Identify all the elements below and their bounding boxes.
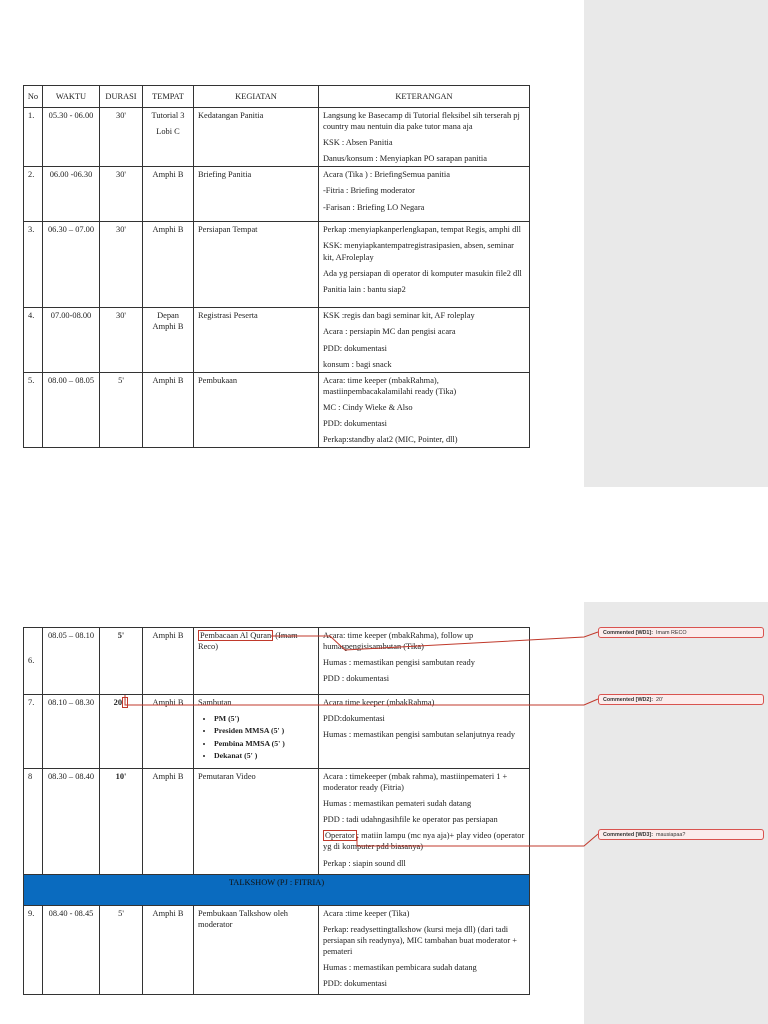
row-durasi: 5' bbox=[100, 906, 143, 995]
row-waktu: 06.30 – 07.00 bbox=[43, 222, 100, 308]
keterangan-line: Acara : timekeeper (mbak rahma), mastiinpemateri 1 + moderator ready (Fitria) bbox=[323, 772, 508, 793]
row-no: 3. bbox=[24, 222, 43, 308]
keterangan-line bbox=[323, 830, 525, 852]
comment-margin-panel-1 bbox=[584, 0, 768, 487]
row-waktu: 08.40 - 08.45 bbox=[43, 906, 100, 995]
keterangan-line: Perkap : siapin sound dll bbox=[323, 858, 406, 868]
row-tempat bbox=[143, 308, 194, 372]
sambutan-list bbox=[198, 714, 314, 761]
table-row bbox=[24, 308, 530, 372]
row-durasi: 30' bbox=[100, 308, 143, 372]
keterangan-line: Perkap :menyiapkanperlengkapan, tempat Regis, amphi dll bbox=[323, 225, 521, 235]
keterangan-line: Humas : memastikan pengisi sambutan ready bbox=[323, 658, 475, 668]
row-kegiatan: Registrasi Peserta bbox=[194, 308, 319, 372]
row-tempat: Amphi B bbox=[143, 167, 194, 222]
commented-text-wd2[interactable]: ' bbox=[124, 698, 127, 707]
keterangan-line: KSK: menyiapkantempatregistrasipasien, absen, seminar kit, AFroleplay bbox=[323, 241, 514, 262]
header-no: No bbox=[24, 86, 43, 108]
tempat-line: Tutorial 3 bbox=[151, 111, 185, 120]
row-tempat: Amphi B bbox=[143, 906, 194, 995]
comment-text: Imam RECO bbox=[656, 630, 687, 636]
keterangan-line: Acara: time keeper (mbakRahma), mastiinpembacakalamilahi ready (Tika) bbox=[323, 375, 457, 396]
header-waktu: WAKTU bbox=[43, 86, 100, 108]
row-kegiatan: Pemutaran Video bbox=[194, 769, 319, 875]
keterangan-line: KSK :regis dan bagi seminar kit, AF roleplay bbox=[323, 311, 475, 321]
row-waktu: 08.05 – 08.10 bbox=[43, 628, 100, 695]
row-durasi: 5' bbox=[100, 628, 143, 695]
comment-text: 20' bbox=[656, 697, 664, 703]
header-durasi: DURASI bbox=[100, 86, 143, 108]
row-waktu: 06.00 -06.30 bbox=[43, 167, 100, 222]
row-keterangan bbox=[319, 906, 530, 995]
keterangan-line: PDD: dokumentasi bbox=[323, 979, 387, 989]
row-tempat: Amphi B bbox=[143, 628, 194, 695]
page-gap bbox=[0, 500, 768, 600]
comment-label: Commented [WD1]: bbox=[603, 630, 654, 636]
keterangan-line: -Farisan : Briefing LO Negara bbox=[323, 202, 425, 212]
keterangan-line: Langsung ke Basecamp di Tutorial fleksibel sih terserah pj country mau nentuin dia pake tutor mana aja bbox=[323, 111, 520, 132]
schedule-table-page-1 bbox=[23, 85, 530, 448]
keterangan-line: Ada yg persiapan di operator di komputer masukin file2 dll bbox=[323, 268, 522, 278]
table-row bbox=[24, 695, 530, 769]
row-no: 6. bbox=[24, 628, 43, 695]
list-item: • Dekanat (5' ) bbox=[214, 751, 314, 761]
row-keterangan bbox=[319, 695, 530, 769]
comment-text: mausiapaa? bbox=[656, 832, 686, 838]
keterangan-line: Danus/konsum : Menyiapkan PO sarapan panitia bbox=[323, 154, 487, 164]
operator-rest: : matiin lampu (mc nya aja)+ play video (operator yg di komputer pdd biasanya) bbox=[323, 831, 525, 852]
table-row bbox=[24, 108, 530, 167]
row-durasi bbox=[100, 695, 143, 769]
row-tempat: Amphi B bbox=[143, 222, 194, 308]
row-tempat: Amphi B bbox=[143, 372, 194, 447]
schedule-table-page-2 bbox=[23, 627, 530, 995]
row-keterangan bbox=[319, 167, 530, 222]
row-tempat bbox=[143, 108, 194, 167]
list-item: • PM (5') bbox=[214, 714, 314, 724]
row-kegiatan: Pembukaan Talkshow oleh moderator bbox=[194, 906, 319, 995]
tempat-line: Lobi C bbox=[156, 127, 180, 137]
keterangan-line: PDD:dokumentasi bbox=[323, 714, 385, 724]
keterangan-line: Acara (Tika ) : BriefingSemua panitia bbox=[323, 170, 450, 180]
table-row bbox=[24, 906, 530, 995]
keterangan-line: MC : Cindy Wieke & Also bbox=[323, 402, 413, 412]
table-row bbox=[24, 372, 530, 447]
kegiatan-rest: (Imam Reco) bbox=[198, 631, 298, 652]
row-no: 8 bbox=[24, 769, 43, 875]
row-no: 9. bbox=[24, 906, 43, 995]
row-waktu: 08.30 – 08.40 bbox=[43, 769, 100, 875]
keterangan-line: PDD: dokumentasi bbox=[323, 343, 387, 353]
list-item: • Presiden MMSA (5' ) bbox=[214, 726, 314, 736]
header-tempat: TEMPAT bbox=[143, 86, 194, 108]
comment-balloon-wd1[interactable] bbox=[598, 627, 764, 638]
table-row bbox=[24, 222, 530, 308]
talkshow-label: TALKSHOW (PJ : FITRIA) bbox=[24, 875, 530, 906]
row-kegiatan: Kedatangan Panitia bbox=[194, 108, 319, 167]
row-kegiatan bbox=[194, 628, 319, 695]
row-waktu: 08.10 – 08.30 bbox=[43, 695, 100, 769]
row-keterangan bbox=[319, 372, 530, 447]
row-durasi: 10' bbox=[100, 769, 143, 875]
durasi-value: 20 bbox=[113, 698, 123, 707]
row-no: 7. bbox=[24, 695, 43, 769]
row-tempat: Amphi B bbox=[143, 695, 194, 769]
row-keterangan bbox=[319, 769, 530, 875]
commented-text-wd1[interactable]: Pembacaan Al Quran bbox=[200, 631, 272, 640]
keterangan-line: Acara :time keeper (Tika) bbox=[323, 909, 410, 918]
table-row bbox=[24, 769, 530, 875]
comment-label: Commented [WD3]: bbox=[603, 832, 654, 838]
row-kegiatan: Pembukaan bbox=[194, 372, 319, 447]
row-no: 4. bbox=[24, 308, 43, 372]
table-row bbox=[24, 628, 530, 695]
keterangan-line: Humas : memastikan pemateri sudah datang bbox=[323, 799, 472, 809]
keterangan-line: Humas : memastikan pengisi sambutan selanjutnya ready bbox=[323, 730, 516, 740]
row-durasi: 30' bbox=[100, 167, 143, 222]
commented-text-wd3[interactable]: Operator bbox=[325, 831, 355, 841]
keterangan-line: Panitia lain : bantu siap2 bbox=[323, 284, 406, 294]
row-waktu: 08.00 – 08.05 bbox=[43, 372, 100, 447]
header-keterangan: KETERANGAN bbox=[319, 86, 530, 108]
row-keterangan bbox=[319, 628, 530, 695]
keterangan-line: konsum : bagi snack bbox=[323, 359, 392, 369]
keterangan-line: -Fitria : Briefing moderator bbox=[323, 186, 415, 196]
row-kegiatan: Briefing Panitia bbox=[194, 167, 319, 222]
table-row bbox=[24, 167, 530, 222]
list-item: • Pembina MMSA (5' ) bbox=[214, 739, 314, 749]
talkshow-section-row bbox=[24, 875, 530, 906]
comment-balloon-wd2[interactable] bbox=[598, 694, 764, 705]
row-keterangan bbox=[319, 308, 530, 372]
row-no: 5. bbox=[24, 372, 43, 447]
keterangan-line: Humas : memastikan pembicara sudah datang bbox=[323, 963, 477, 973]
kegiatan-title: Sambutan bbox=[198, 698, 232, 707]
keterangan-line: PDD : tadi udahngasihfile ke operator pas persiapan bbox=[323, 815, 498, 825]
row-kegiatan: Persiapan Tempat bbox=[194, 222, 319, 308]
row-durasi: 5' bbox=[100, 372, 143, 447]
row-no: 1. bbox=[24, 108, 43, 167]
keterangan-line: KSK : Absen Panitia bbox=[323, 138, 393, 148]
comment-margin-panel-2 bbox=[584, 602, 768, 1024]
keterangan-line: Acara time keeper (mbakRahma) bbox=[323, 698, 435, 707]
comment-label: Commented [WD2]: bbox=[603, 697, 654, 703]
row-kegiatan bbox=[194, 695, 319, 769]
table-header-row bbox=[24, 86, 530, 108]
keterangan-line: PDD : dokumentasi bbox=[323, 674, 390, 684]
comment-balloon-wd3[interactable] bbox=[598, 829, 764, 840]
tempat-line: Amphi B bbox=[152, 322, 184, 332]
row-keterangan bbox=[319, 222, 530, 308]
keterangan-line: Perkap:standby alat2 (MIC, Pointer, dll) bbox=[323, 435, 458, 445]
row-durasi: 30' bbox=[100, 222, 143, 308]
row-waktu: 05.30 - 06.00 bbox=[43, 108, 100, 167]
row-waktu: 07.00-08.00 bbox=[43, 308, 100, 372]
row-no: 2. bbox=[24, 167, 43, 222]
row-keterangan bbox=[319, 108, 530, 167]
keterangan-line: Perkap: readysettingtalkshow (kursi meja dll) (dari tadi persiapan sih readynya), MIC tambahan buat moderator + pemateri bbox=[323, 925, 518, 957]
tempat-line: Depan bbox=[157, 311, 179, 321]
keterangan-line: Acara : persiapin MC dan pengisi acara bbox=[323, 327, 456, 337]
row-tempat: Amphi B bbox=[143, 769, 194, 875]
keterangan-line: Acara: time keeper (mbakRahma), follow up humaspengisisambutan (Tika) bbox=[323, 631, 474, 652]
keterangan-line: PDD: dokumentasi bbox=[323, 419, 387, 429]
header-kegiatan: KEGIATAN bbox=[194, 86, 319, 108]
row-durasi: 30' bbox=[100, 108, 143, 167]
